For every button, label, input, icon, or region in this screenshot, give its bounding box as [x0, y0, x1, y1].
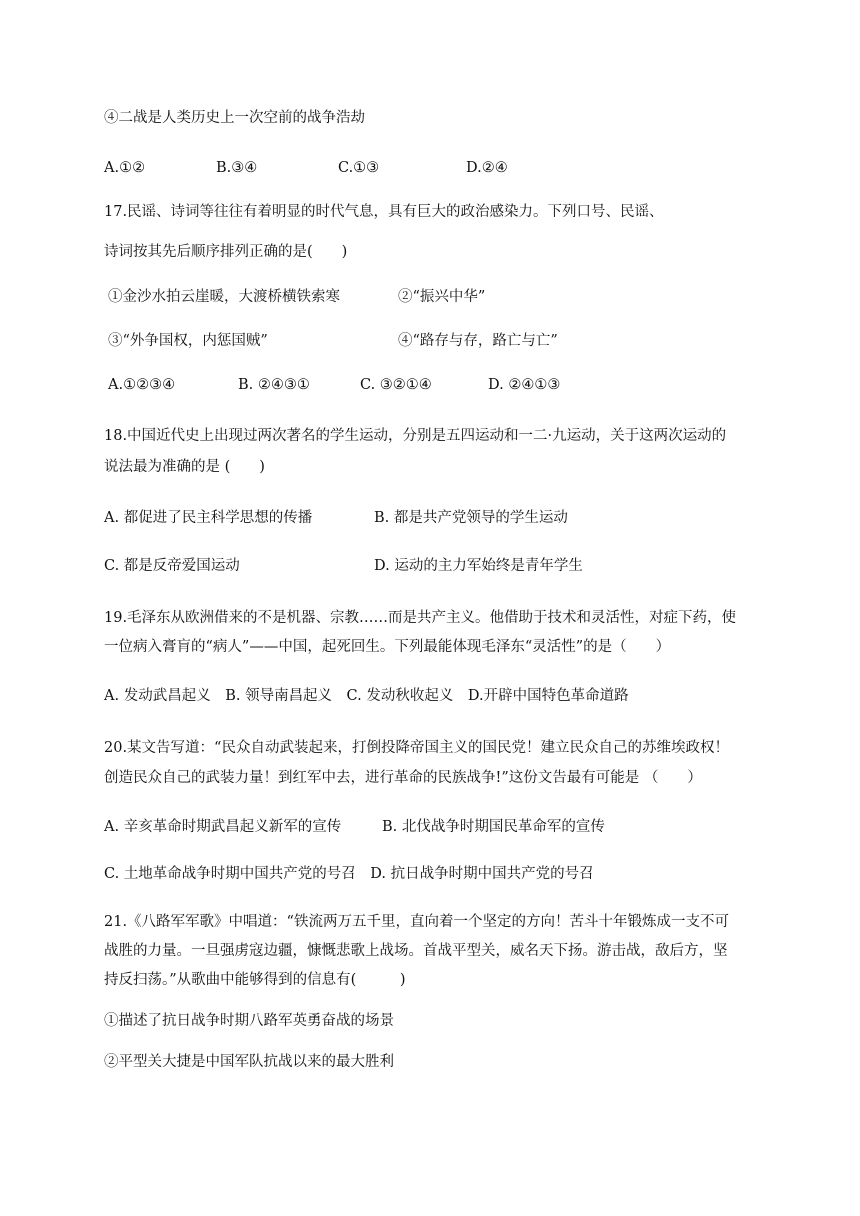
q21-stem-line-1: 21.《八路军军歌》中唱道：“铁流两万五千里，直向着一个坚定的方向！苦斗十年锻炼成一支不可 [104, 914, 729, 930]
q16-option-a: A.①② [104, 160, 146, 176]
q20-stem-line-2: 创造民众自己的武装力量！到红军中去，进行革命的民族战争!”这份文告最有可能是 （ ） [104, 770, 702, 786]
q17-option-b: B. ②④③① [238, 377, 310, 393]
q17-stem-line-2: 诗词按其先后顺序排列正确的是( ) [104, 244, 348, 260]
q17-item-3: ③“外争国权，内惩国贼” [108, 333, 268, 349]
q20-option-b: B. 北伐战争时期国民革命军的宣传 [382, 819, 605, 835]
q16-statement-4: ④二战是人类历史上一次空前的战争浩劫 [104, 110, 365, 126]
q17-item-2: ②“振兴中华” [398, 289, 486, 305]
q16-option-d: D.②④ [466, 160, 508, 176]
q17-option-d: D. ②④①③ [488, 377, 561, 393]
q18-stem-line-2: 说法最为准确的是 ( ) [104, 459, 265, 475]
q18-option-d: D. 运动的主力军始终是青年学生 [374, 558, 583, 574]
q18-option-b: B. 都是共产党领导的学生运动 [374, 510, 568, 526]
q19-stem-line-2: 一位病入膏肓的“病人”——中国，起死回生。下列最能体现毛泽东“灵活性”的是（ ） [104, 639, 671, 655]
q19-options: A. 发动武昌起义 B. 领导南昌起义 C. 发动秋收起义 D.开辟中国特色革命道路 [104, 688, 629, 704]
q17-option-a: A.①②③④ [108, 377, 176, 393]
q21-statement-1: ①描述了抗日战争时期八路军英勇奋战的场景 [104, 1013, 394, 1029]
q16-option-b: B.③④ [216, 160, 258, 176]
q17-item-1: ①金沙水拍云崖暖，大渡桥横铁索寒 [108, 289, 340, 305]
q17-stem-line-1: 17.民谣、诗词等往往有着明显的时代气息，具有巨大的政治感染力。下列口号、民谣、 [104, 204, 664, 220]
q20-options-c-d: C. 土地革命战争时期中国共产党的号召 D. 抗日战争时期中国共产党的号召 [104, 866, 594, 882]
q19-stem-line-1: 19.毛泽东从欧洲借来的不是机器、宗教……而是共产主义。他借助于技术和灵活性，对症下药，使 [104, 610, 737, 626]
q16-option-c: C.①③ [338, 160, 380, 176]
q21-stem-line-2: 战胜的力量。一旦强虏寇边疆，慷慨悲歌上战场。首战平型关，威名天下扬。游击战，敌后方，坚 [104, 943, 728, 959]
q20-stem-line-1: 20.某文告写道：“民众自动武装起来，打倒投降帝国主义的国民党！建立民众自己的苏维埃政权！ [104, 740, 729, 756]
q17-item-4: ④“路存与存，路亡与亡” [398, 333, 558, 349]
q18-option-a: A. 都促进了民主科学思想的传播 [104, 510, 313, 526]
q18-stem-line-1: 18.中国近代史上出现过两次著名的学生运动，分别是五四运动和一二·九运动，关于这两次运动的 [104, 428, 727, 444]
q21-stem-line-3: 持反扫荡。”从歌曲中能够得到的信息有( ) [104, 972, 406, 988]
q21-statement-2: ②平型关大捷是中国军队抗战以来的最大胜利 [104, 1054, 394, 1070]
q18-option-c: C. 都是反帝爱国运动 [104, 558, 240, 574]
q17-option-c: C. ③②①④ [360, 377, 432, 393]
q20-option-a: A. 辛亥革命时期武昌起义新军的宣传 [104, 819, 342, 835]
